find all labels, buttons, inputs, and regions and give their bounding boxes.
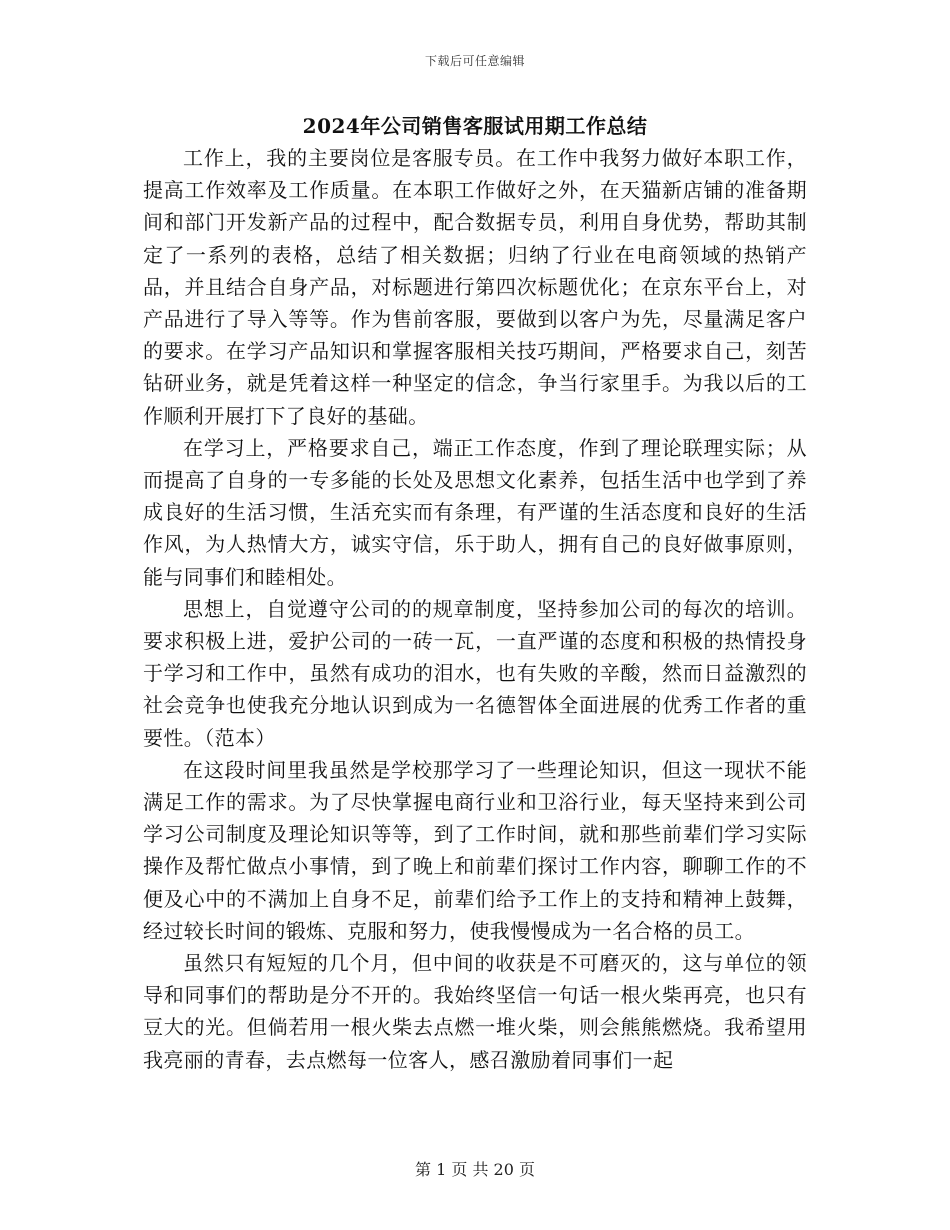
paragraph-harvest: 虽然只有短短的几个月，但中间的收获是不可磨灭的，这与单位的领导和同事们的帮助是分不开的。我始终坚信一句话一根火柴再亮，也只有豆大的光。但倘若用一根火柴去点燃一堆火柴，则会熊熊燃烧。我希望用我亮丽的青春，去点燃每一位客人，感召激励着同事们一起	[143, 951, 807, 1072]
document-title: 2024年公司销售客服试用期工作总结	[302, 114, 648, 138]
paragraph-study: 在学习上，严格要求自己，端正工作态度，作到了理论联理实际；从而提高了自身的一专多能的长处及思想文化素养，包括生活中也学到了养成良好的生活习惯，生活充实而有条理，有严谨的生活态度和良好的生活作风，为人热情大方，诚实守信，乐于助人，拥有自己的良好做事原则，能与同事们和睦相处。	[143, 435, 807, 589]
page-header-note: 下载后可任意编辑	[424, 54, 525, 68]
paragraph-learning-period: 在这段时间里我虽然是学校那学习了一些理论知识，但这一现状不能满足工作的需求。为了尽快掌握电商行业和卫浴行业，每天坚持来到公司学习公司制度及理论知识等等，到了工作时间，就和那些前辈们学习实际操作及帮忙做点小事情，到了晚上和前辈们探讨工作内容，聊聊工作的不便及心中的不满加上自身不足，前辈们给予工作上的支持和精神上鼓舞，经过较长时间的锻炼、克服和努力，使我慢慢成为一名合格的员工。	[143, 757, 807, 943]
document-body	[143, 142, 807, 1076]
page-number-footer: 第 1 页 共 20 页	[415, 1160, 535, 1179]
paragraph-thought: 思想上，自觉遵守公司的的规章制度，坚持参加公司的每次的培训。要求积极上进，爱护公司的一砖一瓦，一直严谨的态度和积极的热情投身于学习和工作中，虽然有成功的泪水，也有失败的辛酸，然而日益激烈的社会竞争也使我充分地认识到成为一名德智体全面进展的优秀工作者的重要性。（范本）	[143, 596, 807, 750]
paragraph-work: 工作上，我的主要岗位是客服专员。在工作中我努力做好本职工作，提高工作效率及工作质量。在本职工作做好之外，在天猫新店铺的准备期间和部门开发新产品的过程中，配合数据专员，利用自身优势，帮助其制定了一系列的表格，总结了相关数据；归纳了行业在电商领域的热销产品，并且结合自身产品，对标题进行第四次标题优化；在京东平台上，对产品进行了导入等等。作为售前客服，要做到以客户为先，尽量满足客户的要求。在学习产品知识和掌握客服相关技巧期间，严格要求自己，刻苦钻研业务，就是凭着这样一种坚定的信念，争当行家里手。为我以后的工作顺利开展打下了良好的基础。	[143, 146, 807, 428]
